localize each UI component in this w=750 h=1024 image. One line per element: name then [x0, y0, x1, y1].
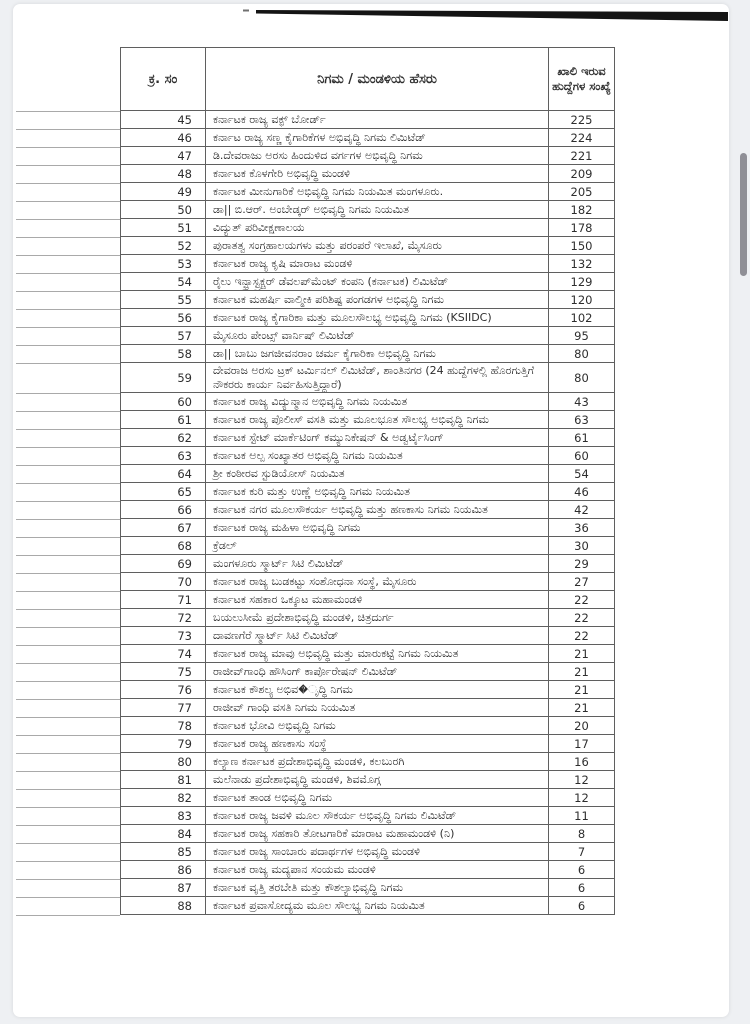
margin-rule-line	[16, 807, 120, 808]
vacancy-count-cell: 20	[549, 717, 615, 735]
table-row	[121, 717, 615, 735]
org-name-cell: ರಾಜೀವ್ ಗಾಂಧಿ ವಸತಿ ನಿಗಮ ನಿಯಮಿತ	[206, 699, 549, 717]
serial-number-cell: 76	[121, 681, 206, 699]
vacancy-table	[120, 47, 615, 915]
serial-number-cell: 45	[121, 111, 206, 129]
vacancy-count-cell: 12	[549, 789, 615, 807]
table-row	[121, 537, 615, 555]
serial-number-cell: 74	[121, 645, 206, 663]
org-name-cell: ಕರ್ನಾಟಕ ವೃತ್ತಿ ತರಬೇತಿ ಮತ್ತು ಕೌಶಲ್ಯಾಭಿವೃದ್ಧಿ ನಿಗಮ	[206, 879, 549, 897]
margin-rule-line	[16, 699, 120, 700]
table-row	[121, 789, 615, 807]
table-row	[121, 879, 615, 897]
margin-rule-line	[16, 519, 120, 520]
vacancy-count-cell: 17	[549, 735, 615, 753]
table-row	[121, 825, 615, 843]
vacancy-count-cell: 42	[549, 501, 615, 519]
org-name-cell: ರೈಲು ಇನ್ಫ್ರಾಸ್ಟ್ರಕ್ಚರ್ ಡೆವಲಪ್‌ಮೆಂಟ್ ಕಂಪನಿ (ಕರ್ನಾಟಕ) ಲಿಮಿಟೆಡ್	[206, 273, 549, 291]
margin-rule-line	[16, 591, 120, 592]
margin-rule-line	[16, 717, 120, 718]
vacancy-count-cell: 129	[549, 273, 615, 291]
org-name-cell: ದೇವರಾಜ ಅರಸು ಟ್ರಕ್ ಟರ್ಮಿನಲ್ ಲಿಮಿಟೆಡ್, ಶಾಂತಿನಗರ (24 ಹುದ್ದೆಗಳಲ್ಲಿ ಹೊರಗುತ್ತಿಗೆ ನೌಕರರು ಕಾರ್ಯ ನಿರ್ವಹಿಸುತ್ತಿದ್ದಾರೆ)	[206, 363, 549, 393]
margin-rule-line	[16, 411, 120, 412]
table-row	[121, 771, 615, 789]
vacancy-count-cell: 12	[549, 771, 615, 789]
margin-rule-line	[16, 915, 120, 916]
org-name-cell: ಪುರಾತತ್ವ ಸಂಗ್ರಹಾಲಯಗಳು ಮತ್ತು ಪರಂಪರೆ ಇಲಾಖೆ, ಮೈಸೂರು	[206, 237, 549, 255]
serial-number-cell: 55	[121, 291, 206, 309]
serial-number-cell: 87	[121, 879, 206, 897]
vacancy-count-cell: 46	[549, 483, 615, 501]
serial-number-cell: 81	[121, 771, 206, 789]
table-row	[121, 393, 615, 411]
margin-rule-line	[16, 291, 120, 292]
serial-number-cell: 77	[121, 699, 206, 717]
margin-rule-line	[16, 573, 120, 574]
org-name-cell: ಕರ್ನಾಟಕ ರಾಜ್ಯ ಕೈಗಾರಿಕಾ ಮತ್ತು ಮೂಲಸೌಲಭ್ಯ ಅಭಿವೃದ್ಧಿ ನಿಗಮ (KSIIDC)	[206, 309, 549, 327]
margin-rule-line	[16, 273, 120, 274]
table-row	[121, 201, 615, 219]
vacancy-count-cell: 205	[549, 183, 615, 201]
table-row	[121, 699, 615, 717]
margin-rule-line	[16, 645, 120, 646]
table-row	[121, 555, 615, 573]
org-name-cell: ಕರ್ನಾಟಕ ಕುರಿ ಮತ್ತು ಉಣ್ಣೆ ಅಭಿವೃದ್ಧಿ ನಿಗಮ ನಿಯಮಿತ	[206, 483, 549, 501]
margin-rule-line	[16, 165, 120, 166]
margin-rule-line	[16, 663, 120, 664]
org-name-cell: ಡಾ|| ಬಾಬು ಜಗಜೀವನರಾಂ ಚರ್ಮ ಕೈಗಾರಿಕಾ ಅಭಿವೃದ್ಧಿ ನಿಗಮ	[206, 345, 549, 363]
vacancy-count-cell: 61	[549, 429, 615, 447]
vacancy-count-cell: 27	[549, 573, 615, 591]
margin-rule-line	[16, 111, 120, 112]
serial-number-cell: 86	[121, 861, 206, 879]
serial-number-cell: 51	[121, 219, 206, 237]
vacancy-count-cell: 95	[549, 327, 615, 345]
table-row	[121, 237, 615, 255]
table-row	[121, 681, 615, 699]
serial-number-cell: 73	[121, 627, 206, 645]
table-row	[121, 327, 615, 345]
serial-number-cell: 56	[121, 309, 206, 327]
vacancy-count-cell: 6	[549, 897, 615, 915]
serial-number-cell: 72	[121, 609, 206, 627]
table-row	[121, 363, 615, 393]
vacancy-count-cell: 21	[549, 663, 615, 681]
margin-rule-line	[16, 537, 120, 538]
vacancy-count-cell: 22	[549, 627, 615, 645]
scrollbar-thumb[interactable]	[740, 153, 747, 276]
table-row	[121, 219, 615, 237]
margin-rule-line	[16, 789, 120, 790]
margin-rule-line	[16, 735, 120, 736]
vacancy-count-cell: 16	[549, 753, 615, 771]
org-name-cell: ಕರ್ನಾಟಕ ನಗರ ಮೂಲಸೌಕರ್ಯ ಅಭಿವೃದ್ಧಿ ಮತ್ತು ಹಣಕಾಸು ನಿಗಮ ನಿಯಮಿತ	[206, 501, 549, 519]
serial-number-cell: 82	[121, 789, 206, 807]
org-name-cell: ಕರ್ನಾಟಕ ಭೋವಿ ಅಭಿವೃದ್ಧಿ ನಿಗಮ	[206, 717, 549, 735]
table-row	[121, 627, 615, 645]
vacancy-count-cell: 182	[549, 201, 615, 219]
org-name-cell: ಕರ್ನಾಟಕ ರಾಜ್ಯ ಸಹಕಾರಿ ತೋಟಗಾರಿಕೆ ಮಾರಾಟ ಮಹಾಮಂಡಳಿ (ನಿ)	[206, 825, 549, 843]
serial-number-cell: 48	[121, 165, 206, 183]
table-header-row	[121, 48, 615, 111]
org-name-cell: ಕರ್ನಾಟಕ ಮೀನುಗಾರಿಕೆ ಅಭಿವೃದ್ಧಿ ನಿಗಮ ನಿಯಮಿತ ಮಂಗಳೂರು.	[206, 183, 549, 201]
table-row	[121, 309, 615, 327]
vacancy-count-cell: 209	[549, 165, 615, 183]
table-row	[121, 273, 615, 291]
vacancy-count-cell: 11	[549, 807, 615, 825]
serial-number-cell: 85	[121, 843, 206, 861]
org-name-cell: ಕರ್ನಾಟಕ ರಾಜ್ಯ ವಿದ್ಯುನ್ಮಾನ ಅಭಿವೃದ್ಧಿ ನಿಗಮ ನಿಯಮಿತ	[206, 393, 549, 411]
serial-number-cell: 54	[121, 273, 206, 291]
table-row	[121, 165, 615, 183]
vacancy-count-cell: 178	[549, 219, 615, 237]
table-row	[121, 753, 615, 771]
vacancy-count-cell: 8	[549, 825, 615, 843]
table-row	[121, 501, 615, 519]
serial-number-cell: 75	[121, 663, 206, 681]
vacancy-count-cell: 21	[549, 645, 615, 663]
vacancy-count-cell: 36	[549, 519, 615, 537]
vacancy-count-cell: 29	[549, 555, 615, 573]
org-name-cell: ಕರ್ನಾಟಕ ತಾಂಡ ಅಭಿವೃದ್ಧಿ ನಿಗಮ	[206, 789, 549, 807]
margin-rule-line	[16, 429, 120, 430]
org-name-cell: ಕರ್ನಾಟಕ ರಾಜ್ಯ ಸಾಂಬಾರು ಪದಾರ್ಥಗಳ ಅಭಿವೃದ್ಧಿ ಮಂಡಳಿ	[206, 843, 549, 861]
serial-number-cell: 69	[121, 555, 206, 573]
margin-rule-line	[16, 255, 120, 256]
table-row	[121, 807, 615, 825]
table-row	[121, 291, 615, 309]
margin-rule-line	[16, 843, 120, 844]
scan-artifact-band	[13, 4, 729, 34]
serial-number-cell: 83	[121, 807, 206, 825]
margin-rule-line	[16, 393, 120, 394]
table-row	[121, 591, 615, 609]
vacancy-count-cell: 150	[549, 237, 615, 255]
serial-number-cell: 80	[121, 753, 206, 771]
org-name-cell: ಕಲ್ಯಾಣ ಕರ್ನಾಟಕ ಪ್ರದೇಶಾಭಿವೃದ್ಧಿ ಮಂಡಳಿ, ಕಲಬುರಗಿ	[206, 753, 549, 771]
vacancy-count-cell: 60	[549, 447, 615, 465]
serial-number-cell: 64	[121, 465, 206, 483]
org-name-cell: ಕರ್ನಾಟಕ ಪ್ರವಾಸೋದ್ಯಮ ಮೂಲ ಸೌಲಭ್ಯ ನಿಗಮ ನಿಯಮಿತ	[206, 897, 549, 915]
vacancy-count-cell: 43	[549, 393, 615, 411]
serial-number-cell: 60	[121, 393, 206, 411]
org-name-cell: ಕರ್ನಾಟಕ ರಾಜ್ಯ ಮಾವು ಅಭಿವೃದ್ಧಿ ಮತ್ತು ಮಾರುಕಟ್ಟೆ ನಿಗಮ ನಿಯಮಿತ	[206, 645, 549, 663]
vacancy-count-cell: 120	[549, 291, 615, 309]
table-body	[121, 111, 615, 915]
margin-rule-line	[16, 753, 120, 754]
table-row	[121, 609, 615, 627]
table-row	[121, 111, 615, 129]
serial-number-cell: 67	[121, 519, 206, 537]
org-name-cell: ಶ್ರೀ ಕಂಠೀರವ ಸ್ಟುಡಿಯೋಸ್ ನಿಯಮಿತ	[206, 465, 549, 483]
org-name-cell: ವಿದ್ಯುತ್ ಪರಿವೀಕ್ಷಣಾಲಯ	[206, 219, 549, 237]
margin-rule-line	[16, 183, 120, 184]
serial-number-cell: 71	[121, 591, 206, 609]
org-name-cell: ಕರ್ನಾಟ ರಾಜ್ಯ ಸಣ್ಣ ಕೈಗಾರಿಕೆಗಳ ಅಭಿವೃದ್ಧಿ ನಿಗಮ ಲಿಮಿಟೆಡ್	[206, 129, 549, 147]
table-row	[121, 345, 615, 363]
margin-rule-line	[16, 555, 120, 556]
vacancy-count-cell: 80	[549, 345, 615, 363]
serial-number-cell: 78	[121, 717, 206, 735]
margin-rule-line	[16, 501, 120, 502]
serial-number-cell: 63	[121, 447, 206, 465]
org-name-cell: ಡಾ|| ಬಿ.ಆರ್. ಅಂಬೇಡ್ಕರ್ ಅಭಿವೃದ್ಧಿ ನಿಗಮ ನಿಯಮಿತ	[206, 201, 549, 219]
margin-rule-line	[16, 345, 120, 346]
serial-number-cell: 49	[121, 183, 206, 201]
org-name-cell: ಕರ್ನಾಟಕ ರಾಜ್ಯ ಹಣಕಾಸು ಸಂಸ್ಥೆ	[206, 735, 549, 753]
vacancy-count-cell: 30	[549, 537, 615, 555]
org-name-cell: ದಾವಣಗೆರೆ ಸ್ಮಾರ್ಟ್ ಸಿಟಿ ಲಿಮಿಟೆಡ್	[206, 627, 549, 645]
org-name-cell: ಕರ್ನಾಟಕ ರಾಜ್ಯ ಕೃಷಿ ಮಾರಾಟ ಮಂಡಳಿ	[206, 255, 549, 273]
org-name-cell: ಕರ್ನಾಟಕ ರಾಜ್ಯ ಮದ್ಯಪಾನ ಸಂಯಮ ಮಂಡಳಿ	[206, 861, 549, 879]
vacancy-count-cell: 224	[549, 129, 615, 147]
margin-rule-line	[16, 879, 120, 880]
table-row	[121, 645, 615, 663]
org-name-cell: ಕರ್ನಾಟಕ ರಾಜ್ಯ ಬುಡಕಟ್ಟು ಸಂಶೋಧನಾ ಸಂಸ್ಥೆ, ಮೈಸೂರು	[206, 573, 549, 591]
margin-rule-line	[16, 219, 120, 220]
table-row	[121, 147, 615, 165]
org-name-cell: ಕರ್ನಾಟಕ ರಾಜ್ಯ ಮಹಿಳಾ ಅಭಿವೃದ್ಧಿ ನಿಗಮ	[206, 519, 549, 537]
serial-number-cell: 84	[121, 825, 206, 843]
margin-rule-line	[16, 237, 120, 238]
serial-number-cell: 65	[121, 483, 206, 501]
table-row	[121, 429, 615, 447]
table-row	[121, 255, 615, 273]
org-name-cell: ಬಯಲುಸೀಮೆ ಪ್ರದೇಶಾಭಿವೃದ್ಧಿ ಮಂಡಳಿ, ಚಿತ್ರದುರ್ಗ	[206, 609, 549, 627]
table-row	[121, 183, 615, 201]
serial-number-cell: 68	[121, 537, 206, 555]
serial-number-cell: 57	[121, 327, 206, 345]
margin-rule-line	[16, 309, 120, 310]
margin-rule-line	[16, 825, 120, 826]
serial-number-cell: 50	[121, 201, 206, 219]
org-name-cell: ರಾಜೀವ್‌ಗಾಂಧಿ ಹೌಸಿಂಗ್ ಕಾರ್ಪೊರೇಷನ್ ಲಿಮಿಟೆಡ್	[206, 663, 549, 681]
margin-rule-line	[16, 327, 120, 328]
table-row	[121, 411, 615, 429]
org-name-cell: ಕರ್ನಾಟಕ ಅಲ್ಪ ಸಂಖ್ಯಾತರ ಅಭಿವೃದ್ಧಿ ನಿಗಮ ನಿಯಮಿತ	[206, 447, 549, 465]
document-page	[13, 4, 729, 1017]
table-row	[121, 735, 615, 753]
serial-number-cell: 62	[121, 429, 206, 447]
table-row	[121, 861, 615, 879]
table-row	[121, 663, 615, 681]
table-row	[121, 519, 615, 537]
margin-rule-line	[16, 465, 120, 466]
vacancy-count-cell: 63	[549, 411, 615, 429]
org-name-cell: ಕರ್ನಾಟಕ ಮಹರ್ಷಿ ವಾಲ್ಮೀಕಿ ಪರಿಶಿಷ್ಟ ಪಂಗಡಗಳ ಅಭಿವೃದ್ಧಿ ನಿಗಮ	[206, 291, 549, 309]
margin-rule-line	[16, 897, 120, 898]
org-name-cell: ಮಂಗಳೂರು ಸ್ಮಾರ್ಟ್ ಸಿಟಿ ಲಿಮಿಟೆಡ್	[206, 555, 549, 573]
serial-number-cell: 58	[121, 345, 206, 363]
table-row	[121, 573, 615, 591]
vacancy-count-cell: 6	[549, 879, 615, 897]
serial-number-cell: 46	[121, 129, 206, 147]
org-name-cell: ಕರ್ನಾಟಕ ರಾಜ್ಯ ವಕ್ಫ್ ಬೋರ್ಡ್	[206, 111, 549, 129]
table-row	[121, 483, 615, 501]
serial-number-cell: 61	[121, 411, 206, 429]
vacancy-count-cell: 6	[549, 861, 615, 879]
vacancy-count-cell: 22	[549, 609, 615, 627]
vacancy-count-cell: 22	[549, 591, 615, 609]
serial-number-cell: 59	[121, 363, 206, 393]
vacancy-count-cell: 225	[549, 111, 615, 129]
org-name-cell: ಮಲೆನಾಡು ಪ್ರದೇಶಾಭಿವೃದ್ಧಿ ಮಂಡಳಿ, ಶಿವಮೊಗ್ಗ	[206, 771, 549, 789]
margin-rule-line	[16, 483, 120, 484]
table-row	[121, 897, 615, 915]
vacancy-count-cell: 221	[549, 147, 615, 165]
margin-rule-line	[16, 447, 120, 448]
margin-rule-line	[16, 609, 120, 610]
vacancy-count-cell: 7	[549, 843, 615, 861]
serial-number-cell: 79	[121, 735, 206, 753]
org-name-cell: ಕರ್ನಾಟಕ ಸ್ಟೇಟ್ ಮಾರ್ಕೆಟಿಂಗ್ ಕಮ್ಯುನಿಕೇಷನ್ & ಅಡ್ವರ್ಟೈಸಿಂಗ್	[206, 429, 549, 447]
table-row	[121, 465, 615, 483]
margin-rule-line	[16, 201, 120, 202]
org-name-cell: ಕರ್ನಾಟಕ ಸಹಕಾರ ಒಕ್ಕೂಟ ಮಹಾಮಂಡಳಿ	[206, 591, 549, 609]
margin-rule-line	[16, 627, 120, 628]
margin-rule-line	[16, 129, 120, 130]
serial-number-cell: 88	[121, 897, 206, 915]
serial-number-cell: 70	[121, 573, 206, 591]
org-name-cell: ಕರ್ನಾಟಕ ರಾಜ್ಯ ಜವಳಿ ಮೂಲ ಸೌಕರ್ಯ ಅಭಿವೃದ್ಧಿ ನಿಗಮ ಲಿಮಿಟೆಡ್	[206, 807, 549, 825]
org-name-cell: ಕರ್ನಾಟಕ ಕೌಶಲ್ಯ ಅಭಿವ�ೃದ್ಧಿ ನಿಗಮ	[206, 681, 549, 699]
org-name-cell: ಕರ್ನಾಟಕ ರಾಜ್ಯ ಪೊಲೀಸ್ ವಸತಿ ಮತ್ತು ಮೂಲಭೂತ ಸೌಲಭ್ಯ ಅಭಿವೃದ್ಧಿ ನಿಗಮ	[206, 411, 549, 429]
vacancy-count-cell: 21	[549, 681, 615, 699]
vacancy-count-cell: 102	[549, 309, 615, 327]
org-name-cell: ಡಿ.ದೇವರಾಜು ಅರಸು ಹಿಂದುಳಿದ ವರ್ಗಗಳ ಅಭಿವೃದ್ಧಿ ನಿಗಮ	[206, 147, 549, 165]
vacancy-count-cell: 80	[549, 363, 615, 393]
margin-rule-line	[16, 363, 120, 364]
serial-number-cell: 47	[121, 147, 206, 165]
margin-rule-line	[16, 681, 120, 682]
vacancy-count-cell: 54	[549, 465, 615, 483]
serial-number-cell: 53	[121, 255, 206, 273]
org-name-cell: ಕರ್ನಾಟಕ ಕೊಳಗೇರಿ ಅಭಿವೃದ್ಧಿ ಮಂಡಳಿ	[206, 165, 549, 183]
vacancy-count-cell: 21	[549, 699, 615, 717]
margin-rule-line	[16, 147, 120, 148]
table-row	[121, 843, 615, 861]
org-name-cell: ಕ್ರೆಡಲ್	[206, 537, 549, 555]
vacancy-count-cell: 132	[549, 255, 615, 273]
org-name-cell: ಮೈಸೂರು ಪೇಂಟ್ಸ್ ವಾರ್ನಿಷ್ ಲಿಮಿಟೆಡ್	[206, 327, 549, 345]
col-header-org-name: ನಿಗಮ / ಮಂಡಳಿಯ ಹೆಸರು	[206, 48, 549, 111]
margin-rule-line	[16, 771, 120, 772]
col-header-serial: ಕ್ರ. ಸಂ	[121, 48, 206, 111]
serial-number-cell: 52	[121, 237, 206, 255]
col-header-vacancies: ಖಾಲಿ ಇರುವ ಹುದ್ದೆಗಳ ಸಂಖ್ಯೆ	[549, 48, 615, 111]
table-row	[121, 129, 615, 147]
serial-number-cell: 66	[121, 501, 206, 519]
margin-rule-line	[16, 861, 120, 862]
table-row	[121, 447, 615, 465]
